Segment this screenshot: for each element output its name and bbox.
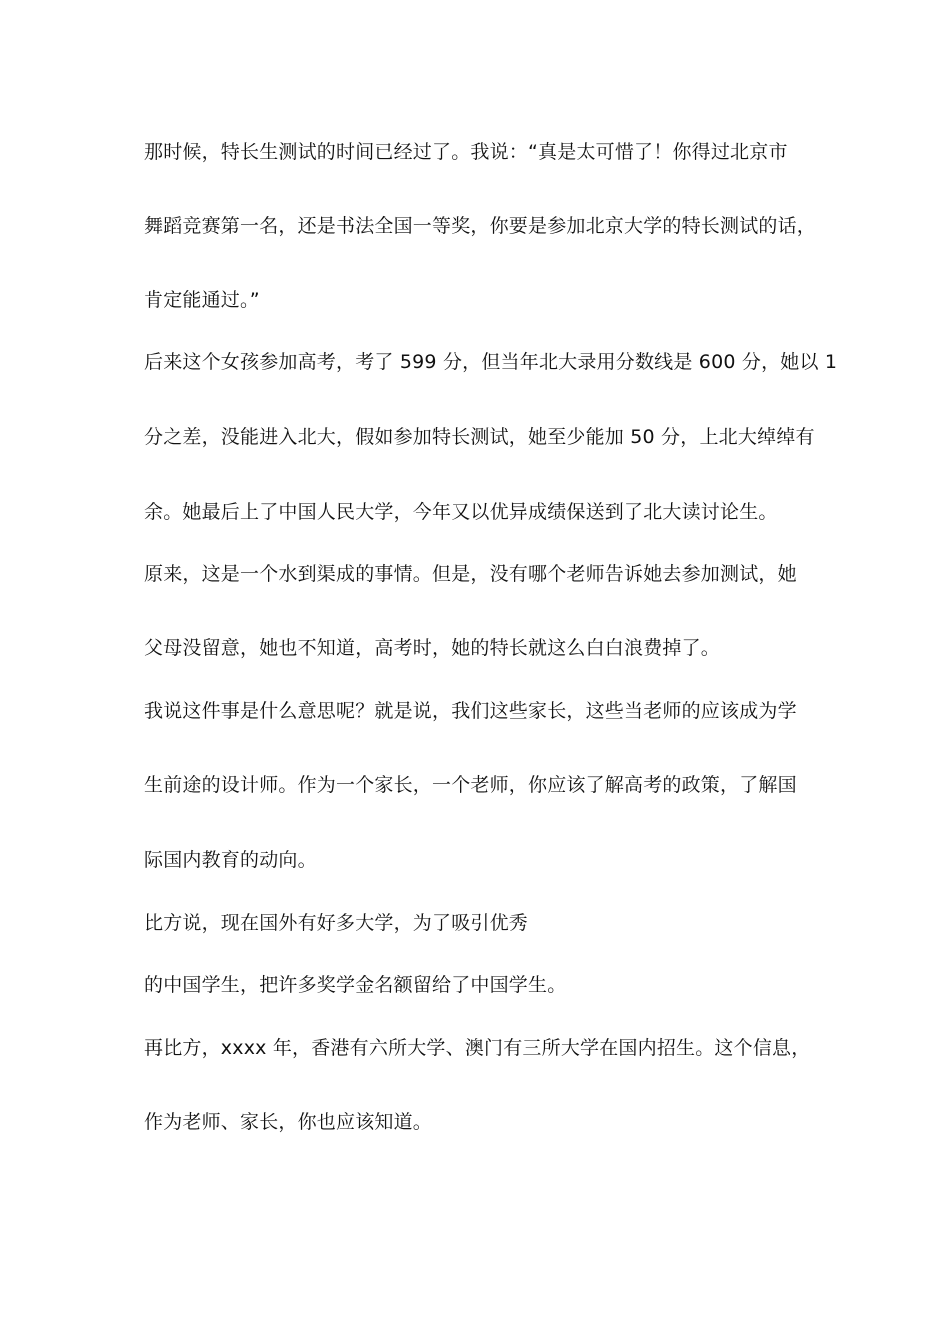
text-line: 原来，这是一个水到渠成的事情。但是，没有哪个老师告诉她去参加测试，她 xyxy=(144,563,797,585)
text-line: 再比方，xxxx 年，香港有六所大学、澳门有三所大学在国内招生。这个信息， xyxy=(144,1037,811,1059)
text-line: 生前途的设计师。作为一个家长，一个老师，你应该了解高考的政策，了解国 xyxy=(144,774,797,796)
text-line: 比方说，现在国外有好多大学，为了吸引优秀 xyxy=(144,912,529,934)
text-line: 父母没留意，她也不知道，高考时，她的特长就这么白白浪费掉了。 xyxy=(144,637,721,659)
text-line: 我说这件事是什么意思呢？就是说，我们这些家长，这些当老师的应该成为学 xyxy=(144,700,797,722)
text-line: 作为老师、家长，你也应该知道。 xyxy=(144,1111,433,1133)
text-line: 后来这个女孩参加高考，考了 599 分，但当年北大录用分数线是 600 分，她以 1 xyxy=(144,351,838,373)
text-line: 的中国学生，把许多奖学金名额留给了中国学生。 xyxy=(144,974,567,996)
text-line: 余。她最后上了中国人民大学，今年又以优异成绩保送到了北大读讨论生。 xyxy=(144,501,778,523)
text-line: 际国内教育的动向。 xyxy=(144,849,317,871)
text-line: 肯定能通过。” xyxy=(144,289,260,311)
text-line: 那时候，特长生测试的时间已经过了。我说：“真是太可惜了！你得过北京市 xyxy=(144,141,788,163)
text-line: 舞蹈竞赛第一名，还是书法全国一等奖，你要是参加北京大学的特长测试的话， xyxy=(144,215,817,237)
text-line: 分之差，没能进入北大，假如参加特长测试，她至少能加 50 分，上北大绰绰有 xyxy=(144,426,815,448)
